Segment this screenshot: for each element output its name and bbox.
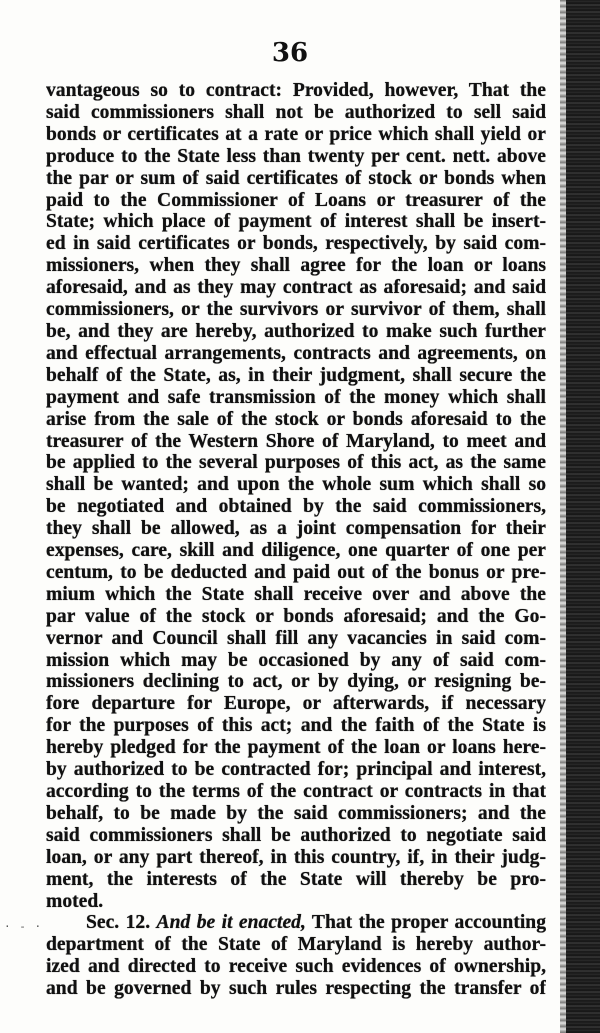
text-line: said commissioners shall not be authorized to sell said (46, 101, 546, 123)
text-line: they shall be allowed, as a joint compensation for their (46, 518, 546, 540)
text-line: arise from the sale of the stock or bonds aforesaid to the (46, 408, 546, 430)
text-line: mission which may be occasioned by any of said com- (46, 649, 546, 671)
text-line: expenses, care, skill and diligence, one quarter of one per (46, 540, 546, 562)
text-line: payment and safe transmission of the money which shall (46, 386, 546, 408)
text-line: fore departure for Europe, or afterwards, if necessary (46, 693, 546, 715)
enacting-clause: And be it enacted, (156, 912, 306, 934)
text-line: produce to the State less than twenty per cent. nett. above (46, 145, 546, 167)
text-line: be applied to the several purposes of this act, as the same (46, 452, 546, 474)
text-line: missioners, when they shall agree for the loan or loans (46, 255, 546, 277)
text-line: bonds or certificates at a rate or price which shall yield or (46, 123, 546, 145)
text-line: loan, or any part thereof, in this country, if, in their judg- (46, 846, 546, 868)
page-number: 36 (271, 38, 309, 68)
text-line: for the purposes of this act; and the faith of the State is (46, 715, 546, 737)
text-line: behalf of the State, as, in their judgment, shall secure the (46, 364, 546, 386)
text-line: paid to the Commissioner of Loans or treasurer of the (46, 189, 546, 211)
text-line: ed in said certificates or bonds, respectively, by said com- (46, 233, 546, 255)
text-line: State; which place of payment of interest shall be insert- (46, 211, 546, 233)
text-line: aforesaid, and as they may contract as aforesaid; and said (46, 277, 546, 299)
text-line: vantageous so to contract: Provided, however, That the (46, 80, 546, 101)
text-line: said commissioners shall be authorized to negotiate said (46, 824, 546, 846)
text-line: treasurer of the Western Shore of Maryland, to meet and (46, 430, 546, 452)
text-line: hereby pledged for the payment of the loan or loans here- (46, 737, 546, 759)
text-line: ment, the interests of the State will thereby be pro- (46, 868, 546, 890)
text-line: by authorized to be contracted for; principal and interest, (46, 759, 546, 781)
text-line: and be governed by such rules respecting the transfer of (46, 978, 546, 1000)
text-line: department of the State of Maryland is hereby author- (46, 934, 546, 956)
text-line: mium which the State shall receive over and above the (46, 583, 546, 605)
text-line: shall be wanted; and upon the whole sum which shall so (46, 474, 546, 496)
text-line: behalf, to be made by the said commissioners; and the (46, 802, 546, 824)
text-line: ized and directed to receive such evidences of ownership, (46, 956, 546, 978)
text-line: vernor and Council shall fill any vacancies in said com- (46, 627, 546, 649)
text-line: commissioners, or the survivors or survivor of them, shall (46, 299, 546, 321)
text-line: par value of the stock or bonds aforesaid; and the Go- (46, 605, 546, 627)
text-line: missioners declining to act, or by dying, or resigning be- (46, 671, 546, 693)
section-first-line: That the proper accounting (311, 912, 546, 934)
text-line: and effectual arrangements, contracts and agreements, on (46, 342, 546, 364)
body-text (46, 80, 546, 1000)
text-line: centum, to be deducted and paid out of the bonus or pre- (46, 561, 546, 583)
section-heading-line (46, 912, 546, 934)
text-line: be, and they are hereby, authorized to make such further (46, 320, 546, 342)
text-line: moted. (46, 890, 104, 912)
book-binding-edge (566, 0, 600, 1033)
margin-mark: · - · (4, 920, 43, 933)
text-line: be negotiated and obtained by the said commissioners, (46, 496, 546, 518)
text-line: the par or sum of said certificates of stock or bonds when (46, 167, 546, 189)
section-label: Sec. 12. (86, 912, 151, 934)
text-line: according to the terms of the contract or contracts in that (46, 781, 546, 802)
